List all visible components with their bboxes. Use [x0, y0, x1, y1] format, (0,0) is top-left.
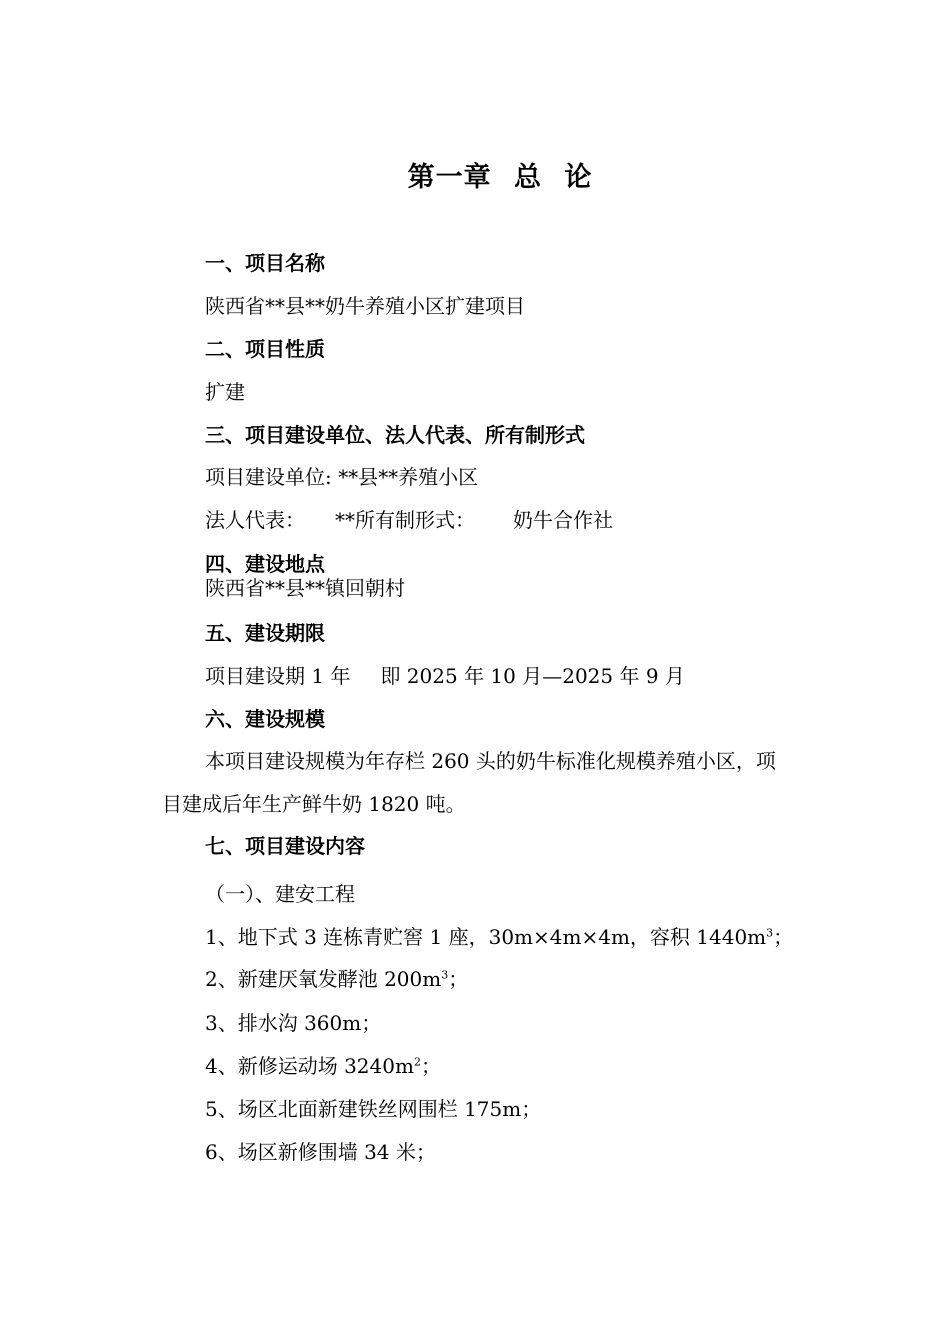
section-4-heading: 四、建设地点 [205, 552, 325, 576]
construction-unit: 项目建设单位: **县**养殖小区 [205, 465, 479, 489]
section-6-heading: 六、建设规模 [205, 707, 325, 731]
superscript-unit: 2 [413, 1055, 421, 1069]
ownership-value: 奶牛合作社 [513, 508, 613, 532]
section-3-heading: 三、项目建设单位、法人代表、所有制形式 [205, 423, 585, 447]
section-5-heading: 五、建设期限 [205, 621, 325, 645]
content-item-5: 5、场区北面新建铁丝网围栏 175m； [205, 1097, 542, 1121]
ownership-label: **所有制形式： [335, 508, 475, 532]
section-2-heading: 二、项目性质 [205, 337, 325, 361]
legal-rep-label: 法人代表： [205, 508, 305, 532]
construction-period: 项目建设期 1 年 [205, 664, 351, 688]
scale-line-2: 目建成后年生产鲜牛奶 1820 吨。 [162, 792, 466, 816]
scale-line-1: 本项目建设规模为年存栏 260 头的奶牛标准化规模养殖小区，项 [205, 749, 776, 773]
content-item-1: 1、地下式 3 连栋青贮窖 1 座，30m×4m×4m，容积 $1440m^3$； [205, 925, 794, 949]
project-nature: 扩建 [205, 380, 245, 404]
construction-range: 即 2025 年 10 月—2025 年 9 月 [380, 664, 685, 688]
superscript-unit: 3 [441, 968, 449, 982]
content-item-6: 6、场区新修围墙 34 米； [205, 1140, 436, 1164]
project-name: 陕西省**县**奶牛养殖小区扩建项目 [205, 294, 525, 318]
content-item-4: 4、新修运动场 $3240m^2$； [205, 1054, 441, 1078]
sub-heading-construction: （一）、建安工程 [205, 882, 355, 906]
construction-period-line [205, 663, 685, 689]
legal-ownership-line [205, 507, 613, 533]
content-item-3: 3、排水沟 360m； [205, 1011, 382, 1035]
chapter-title: 第一章 总 论 [407, 162, 593, 193]
construction-site: 陕西省**县**镇回朝村 [205, 576, 405, 600]
content-item-2: 2、新建厌氧发酵池 $200m^3$； [205, 967, 469, 991]
section-1-heading: 一、项目名称 [205, 251, 325, 275]
section-7-heading: 七、项目建设内容 [205, 834, 365, 858]
superscript-unit: 3 [766, 926, 774, 940]
